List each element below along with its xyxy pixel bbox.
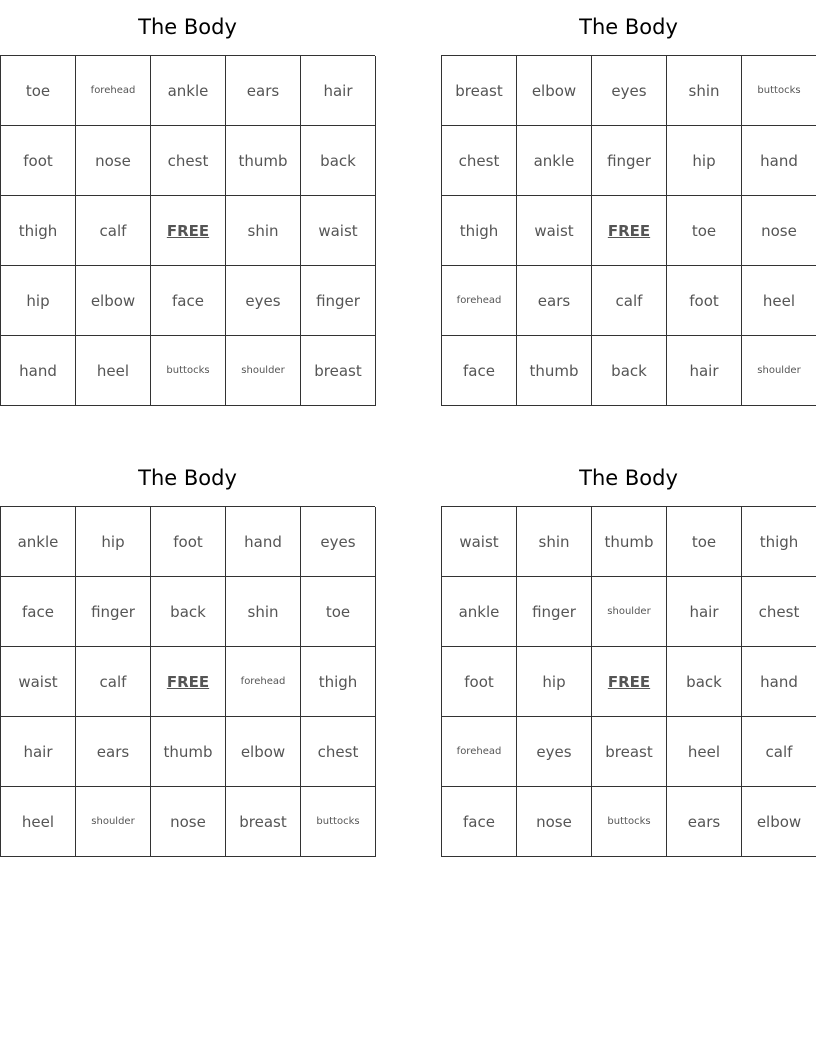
bingo-cell: finger	[76, 577, 151, 647]
bingo-cell: thumb	[592, 507, 667, 577]
bingo-cell: thumb	[517, 336, 592, 406]
bingo-cell: hand	[1, 336, 76, 406]
bingo-cell: heel	[76, 336, 151, 406]
bingo-cell: face	[151, 266, 226, 336]
bingo-cell: nose	[76, 126, 151, 196]
bingo-cell: chest	[442, 126, 517, 196]
bingo-card-3	[0, 451, 375, 857]
bingo-cell: elbow	[742, 787, 816, 857]
bingo-cell: elbow	[226, 717, 301, 787]
bingo-cell: waist	[301, 196, 376, 266]
bingo-cell: calf	[592, 266, 667, 336]
bingo-cell: toe	[667, 507, 742, 577]
bingo-cell: back	[592, 336, 667, 406]
bingo-cell: thigh	[301, 647, 376, 717]
bingo-cell: shin	[226, 196, 301, 266]
bingo-cell: toe	[667, 196, 742, 266]
bingo-cell: foot	[151, 507, 226, 577]
bingo-cell: chest	[742, 577, 816, 647]
bingo-cell: ankle	[517, 126, 592, 196]
bingo-cell: hip	[76, 507, 151, 577]
bingo-cell: heel	[667, 717, 742, 787]
bingo-cell: calf	[76, 647, 151, 717]
bingo-cell: elbow	[517, 56, 592, 126]
bingo-cell: shoulder	[76, 787, 151, 857]
bingo-cell: ankle	[1, 507, 76, 577]
bingo-card-1	[0, 0, 375, 406]
bingo-cell: thumb	[151, 717, 226, 787]
free-cell: FREE	[151, 196, 226, 266]
bingo-cell: ankle	[151, 56, 226, 126]
bingo-cell: breast	[226, 787, 301, 857]
bingo-cell: nose	[151, 787, 226, 857]
bingo-cell: nose	[742, 196, 816, 266]
bingo-cell: shin	[667, 56, 742, 126]
card-title: The Body	[579, 466, 678, 490]
bingo-cell: forehead	[442, 717, 517, 787]
bingo-cell: back	[151, 577, 226, 647]
bingo-cell: hair	[667, 577, 742, 647]
bingo-card-2	[441, 0, 816, 406]
bingo-cell: shoulder	[592, 577, 667, 647]
bingo-grid	[441, 506, 816, 857]
bingo-cell: hair	[667, 336, 742, 406]
bingo-cell: calf	[76, 196, 151, 266]
bingo-cell: ears	[226, 56, 301, 126]
bingo-cell: buttocks	[592, 787, 667, 857]
bingo-cell: breast	[301, 336, 376, 406]
bingo-cell: toe	[301, 577, 376, 647]
card-title: The Body	[138, 466, 237, 490]
bingo-cell: chest	[151, 126, 226, 196]
bingo-cell: hand	[742, 647, 816, 717]
bingo-cell: eyes	[592, 56, 667, 126]
bingo-cell: hair	[1, 717, 76, 787]
bingo-cell: hip	[517, 647, 592, 717]
bingo-cell: finger	[301, 266, 376, 336]
bingo-cell: toe	[1, 56, 76, 126]
card-title: The Body	[138, 15, 237, 39]
bingo-cell: hand	[742, 126, 816, 196]
bingo-cell: buttocks	[301, 787, 376, 857]
bingo-cell: forehead	[442, 266, 517, 336]
bingo-grid	[441, 55, 816, 406]
bingo-grid	[0, 506, 375, 857]
free-cell: FREE	[151, 647, 226, 717]
bingo-cell: thumb	[226, 126, 301, 196]
bingo-cell: hip	[667, 126, 742, 196]
bingo-cell: nose	[517, 787, 592, 857]
bingo-cell: eyes	[517, 717, 592, 787]
bingo-cell: ears	[667, 787, 742, 857]
bingo-grid	[0, 55, 375, 406]
bingo-cell: buttocks	[151, 336, 226, 406]
bingo-cell: forehead	[76, 56, 151, 126]
bingo-cell: back	[667, 647, 742, 717]
bingo-cell: foot	[442, 647, 517, 717]
bingo-cell: eyes	[226, 266, 301, 336]
bingo-cell: breast	[442, 56, 517, 126]
bingo-cell: waist	[517, 196, 592, 266]
bingo-cell: heel	[1, 787, 76, 857]
bingo-cell: thigh	[442, 196, 517, 266]
bingo-cell: thigh	[1, 196, 76, 266]
bingo-cell: waist	[1, 647, 76, 717]
bingo-cell: foot	[1, 126, 76, 196]
bingo-cell: buttocks	[742, 56, 816, 126]
bingo-cell: shin	[226, 577, 301, 647]
bingo-cell: finger	[517, 577, 592, 647]
bingo-card-4	[441, 451, 816, 857]
bingo-cell: foot	[667, 266, 742, 336]
bingo-cell: hip	[1, 266, 76, 336]
bingo-cell: finger	[592, 126, 667, 196]
bingo-cell: hand	[226, 507, 301, 577]
bingo-cell: forehead	[226, 647, 301, 717]
bingo-cell: breast	[592, 717, 667, 787]
bingo-cell: ankle	[442, 577, 517, 647]
bingo-cell: shoulder	[226, 336, 301, 406]
bingo-cell: ears	[76, 717, 151, 787]
bingo-cell: heel	[742, 266, 816, 336]
bingo-cell: chest	[301, 717, 376, 787]
card-title: The Body	[579, 15, 678, 39]
bingo-cell: waist	[442, 507, 517, 577]
free-cell: FREE	[592, 647, 667, 717]
bingo-cell: shin	[517, 507, 592, 577]
free-cell: FREE	[592, 196, 667, 266]
bingo-cell: eyes	[301, 507, 376, 577]
bingo-cell: shoulder	[742, 336, 816, 406]
bingo-cell: thigh	[742, 507, 816, 577]
bingo-cell: calf	[742, 717, 816, 787]
bingo-cell: elbow	[76, 266, 151, 336]
bingo-cell: face	[442, 336, 517, 406]
bingo-cell: ears	[517, 266, 592, 336]
bingo-cell: face	[1, 577, 76, 647]
bingo-cell: back	[301, 126, 376, 196]
bingo-cell: face	[442, 787, 517, 857]
bingo-cell: hair	[301, 56, 376, 126]
